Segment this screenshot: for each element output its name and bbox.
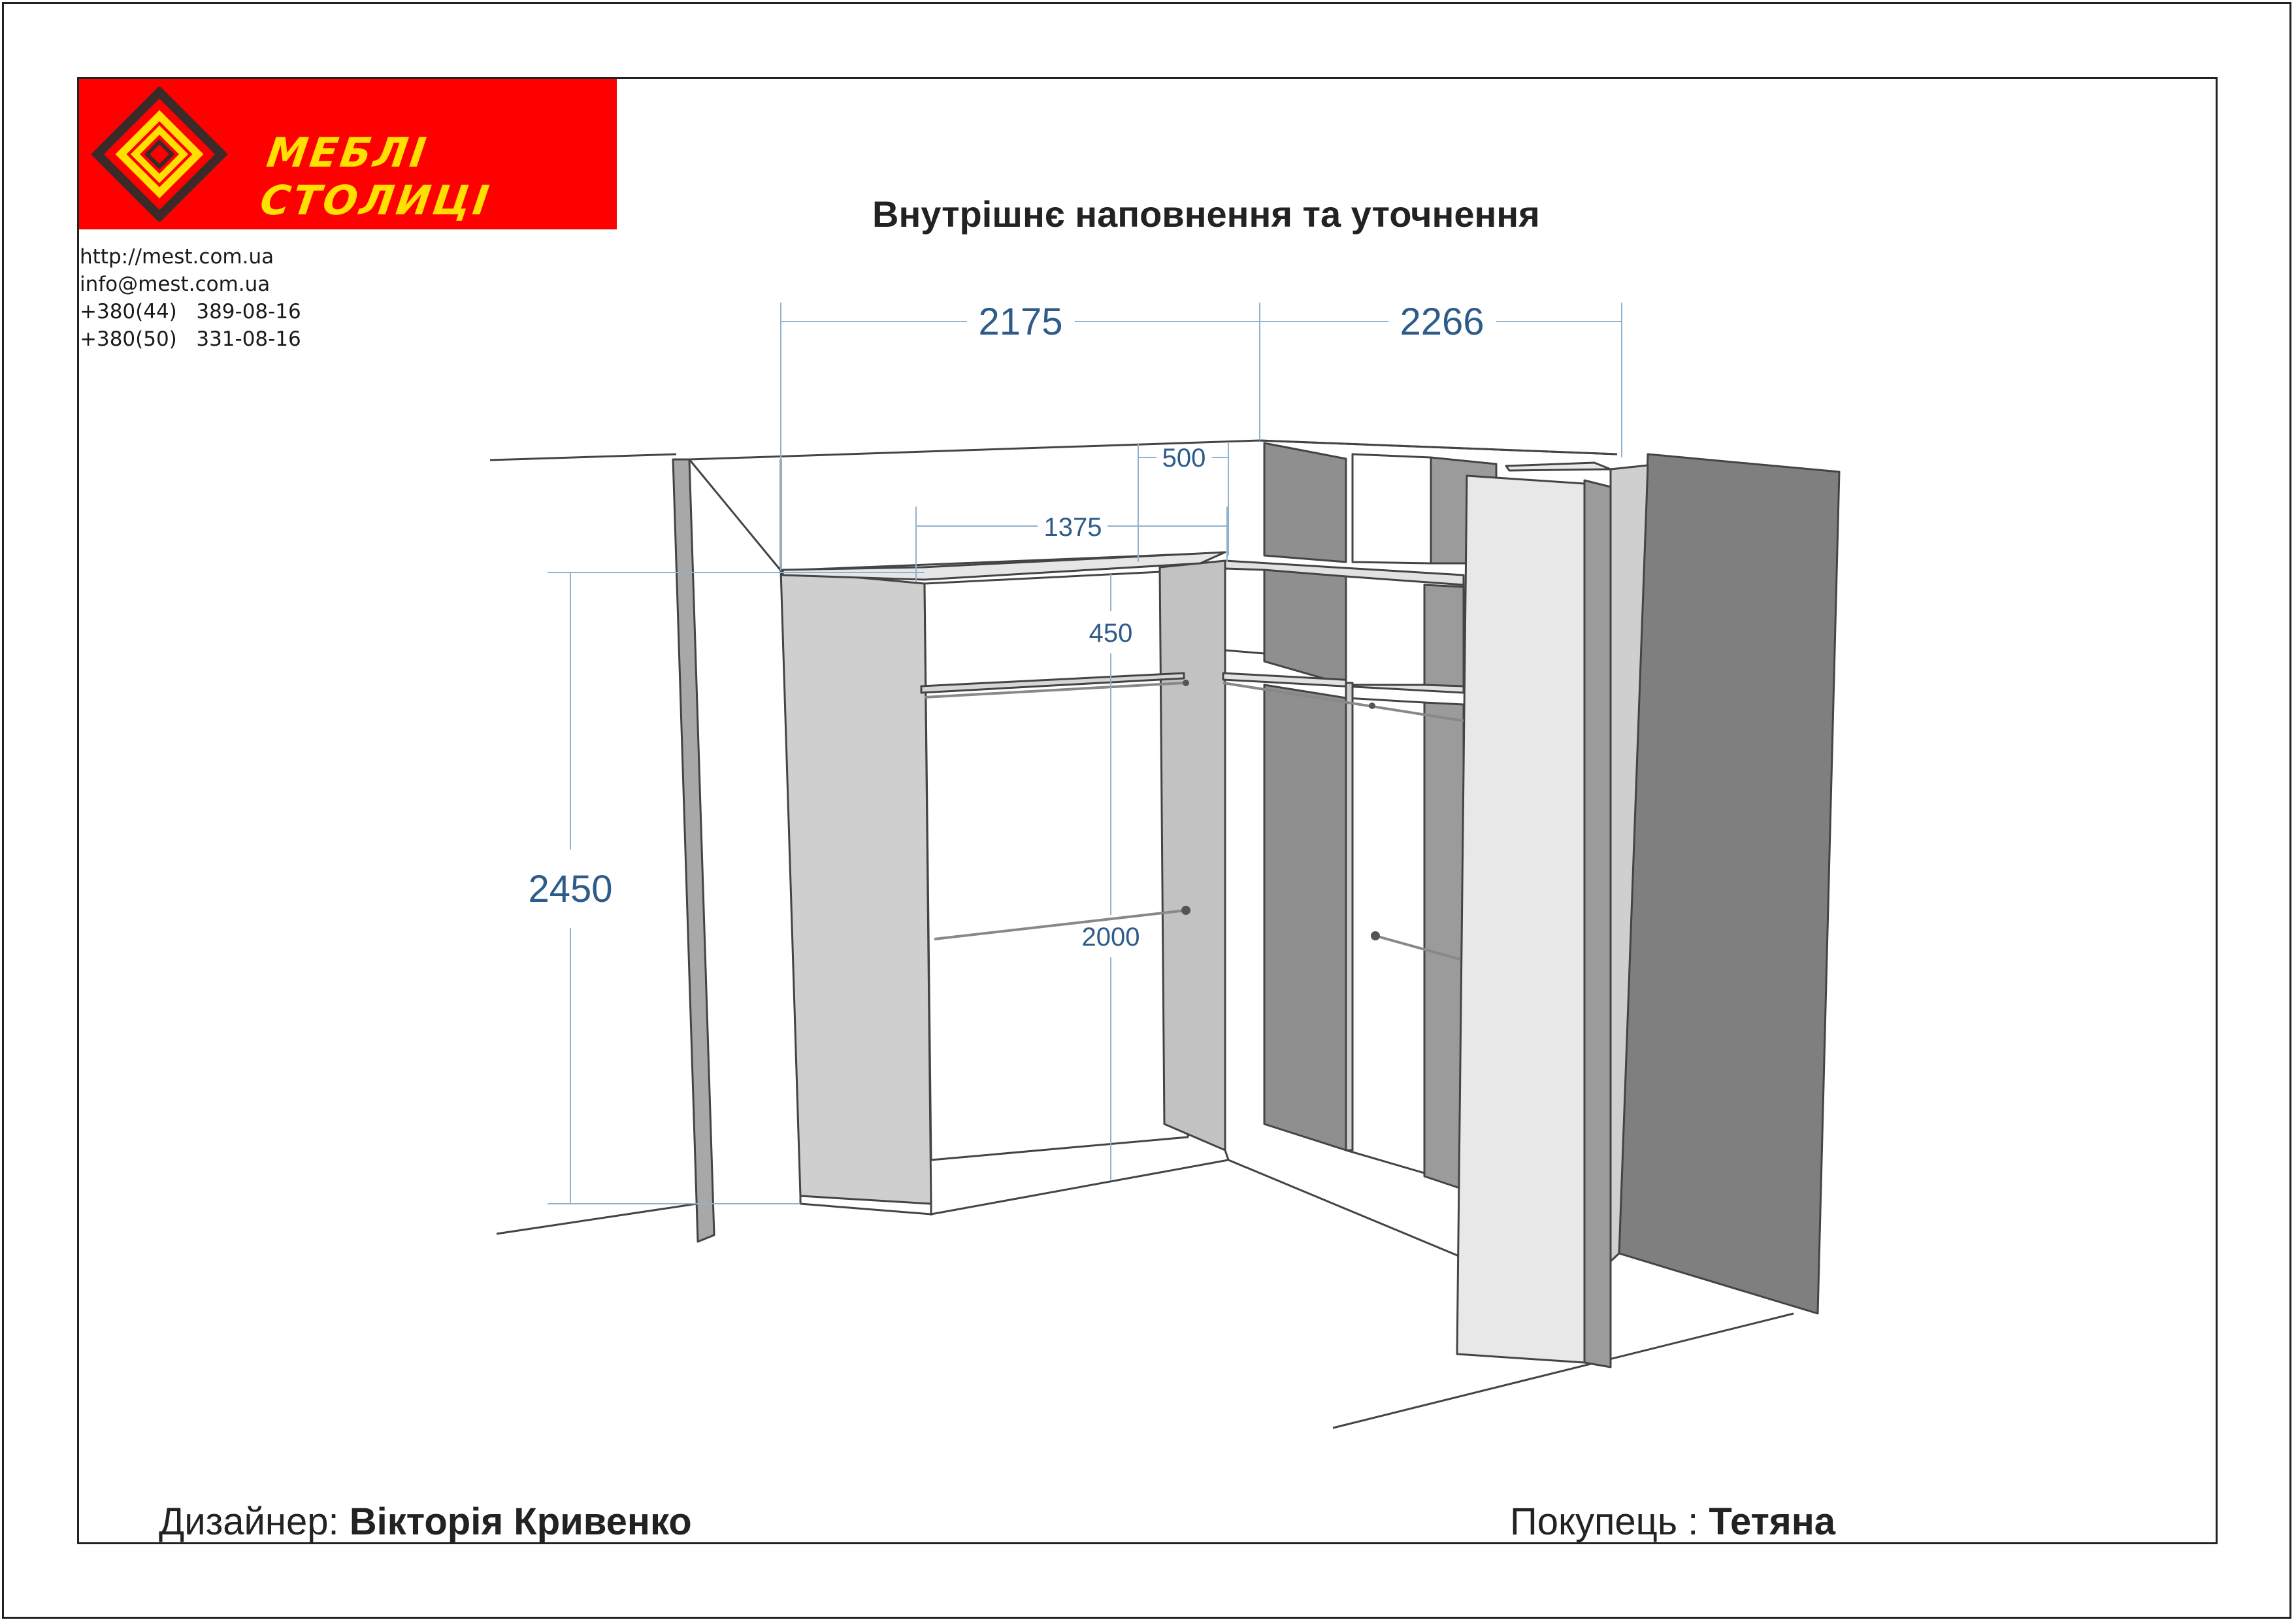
phone-1: +380(44) 389-08-16 [80, 300, 301, 323]
right-upper-rod-holder [1369, 703, 1375, 709]
left-compartment-back [925, 571, 1188, 1160]
right-middle-side [1424, 585, 1464, 686]
email-link[interactable]: info@mest.com.ua [80, 273, 271, 296]
right-lower-side [1424, 703, 1464, 1189]
left-door-panel [781, 571, 931, 1204]
designer-name: Вікторія Кривенко [349, 1500, 692, 1543]
left-rod-holder [1181, 906, 1190, 915]
corner-gap [1225, 569, 1264, 654]
left-compartment-side [1160, 561, 1225, 1150]
designer-label: Дизайнер: [159, 1500, 350, 1543]
right-wall-panel [1619, 454, 1839, 1314]
website-link[interactable]: http://mest.com.ua [80, 245, 274, 269]
wall-line-left [490, 454, 676, 460]
top-outline-left [689, 459, 1186, 571]
left-side-panel [673, 459, 714, 1242]
footer-client [1510, 1500, 1835, 1544]
client-label: Покупець : [1510, 1500, 1709, 1543]
dim-label-1375: 1375 [1043, 513, 1102, 542]
dim-label-2450: 2450 [528, 868, 613, 910]
dim-label-2266: 2266 [1400, 301, 1484, 343]
client-name: Тетяна [1709, 1500, 1835, 1543]
floor-line-left [497, 1202, 706, 1234]
dim-label-2175: 2175 [978, 301, 1063, 343]
right-rod-holder [1371, 931, 1380, 940]
right-lower-back [1346, 698, 1424, 1173]
dim-label-500: 500 [1162, 444, 1206, 472]
right-door-edge [1584, 480, 1611, 1367]
right-door-panel [1457, 476, 1584, 1363]
corner-lower-back [1264, 685, 1346, 1150]
divider-panel [1346, 683, 1353, 1150]
logo-text: МЕБЛІ СТОЛИЦІ [257, 129, 495, 224]
left-upper-rod-holder [1183, 680, 1189, 686]
dim-label-450: 450 [1089, 619, 1133, 648]
footer-designer [159, 1500, 692, 1544]
page-title: Внутрішнє наповнення та уточнення [872, 193, 1540, 235]
right-upper-back [1353, 454, 1431, 563]
dim-label-2000: 2000 [1081, 923, 1140, 952]
corner-upper-back [1264, 443, 1346, 562]
ceiling-outline [689, 440, 1617, 459]
phone-2: +380(50) 331-08-16 [80, 327, 301, 351]
corner-middle-back [1264, 570, 1346, 685]
right-top-cap [1506, 463, 1611, 471]
